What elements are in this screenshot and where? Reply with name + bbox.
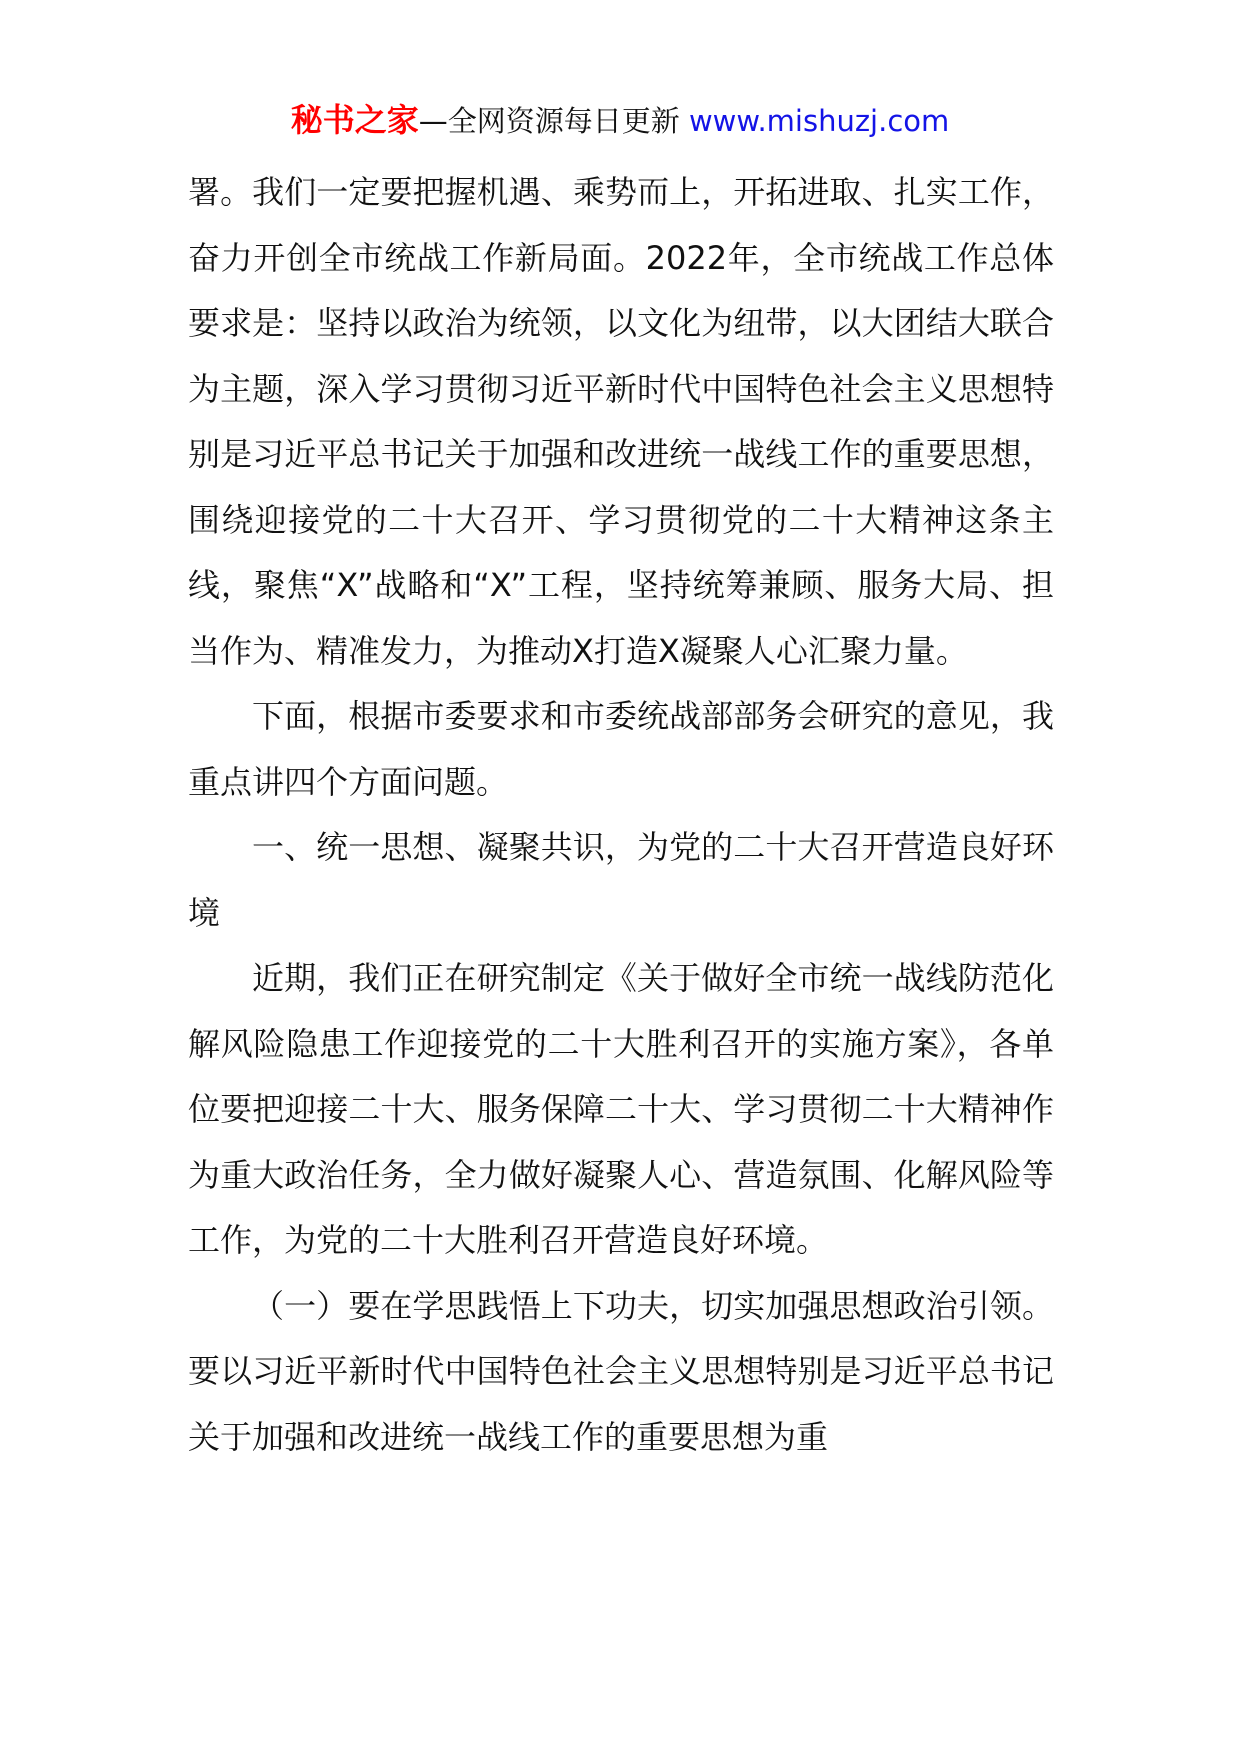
header-tagline: —全网资源每日更新 xyxy=(418,104,680,138)
paragraph-intro: 下面，根据市委要求和市委统战部部务会研究的意见，我重点讲四个方面问题。 xyxy=(188,697,1054,801)
paragraph-subsection-1: （一）要在学思践悟上下功夫，切实加强思想政治引领。要以习近平新时代中国特色社会主义思想特别是习近平总书记关于加强和改进统一战线工作的重要思想为重 xyxy=(188,1286,1054,1456)
site-url-link[interactable]: www.mishuzj.com xyxy=(688,104,950,138)
paragraph-plan: 近期，我们正在研究制定《关于做好全市统一战线防范化解风险隐患工作迎接党的二十大胜利召开的实施方案》，各单位要把迎接二十大、服务保障二十大、学习贯彻二十大精神作为重大政治任务，全力做好凝聚人心、营造氛围、化解风险等工作，为党的二十大胜利召开营造良好环境。 xyxy=(188,959,1054,1259)
document-body xyxy=(188,160,1054,1470)
site-header xyxy=(0,100,1240,141)
section-heading: 一、统一思想、凝聚共识，为党的二十大召开营造良好环境 xyxy=(188,828,1054,932)
brand-name: 秘书之家 xyxy=(290,101,419,139)
paragraph-continuation: 署。我们一定要把握机遇、乘势而上，开拓进取、扎实工作，奋力开创全市统战工作新局面。2022年，全市统战工作总体要求是：坚持以政治为统领，以文化为纽带，以大团结大联合为主题，深入学习贯彻习近平新时代中国特色社会主义思想特别是习近平总书记关于加强和改进统一战线工作的重要思想，围绕迎接党的二十大召开、学习贯彻党的二十大精神这条主线，聚焦“X”战略和“X”工程，坚持统筹兼顾、服务大局、担当作为、精准发力，为推动X打造X凝聚人心汇聚力量。 xyxy=(188,173,1054,670)
